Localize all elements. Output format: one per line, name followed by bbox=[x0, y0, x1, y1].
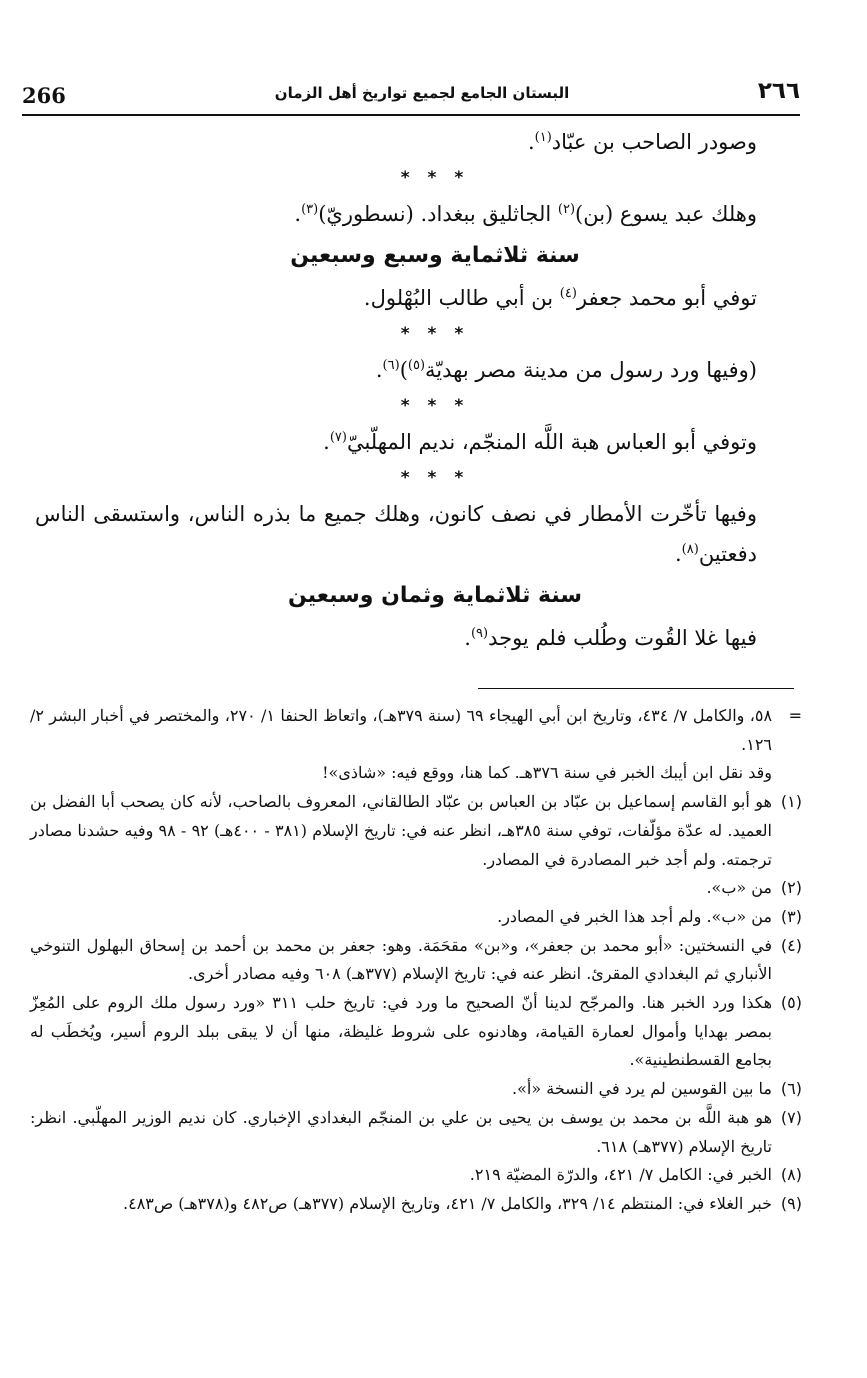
footnote-marker: (٨) bbox=[780, 1165, 802, 1185]
section-heading: سنة ثلاثماية وسبع وسبعين bbox=[290, 243, 580, 268]
footnote-ref: (٧) bbox=[329, 430, 347, 445]
footnote-marker: (٢) bbox=[780, 878, 802, 898]
text-run: . bbox=[674, 542, 682, 566]
footnote-text: في النسختين: «أبو محمد بن جعفر»، و«بن» مقحَمَة. وهو: جعفر بن محمد بن أحمد بن إسحاق البهلول التنوخي الأنباري ثم البغدادي المقرئ. انظر عنه في: تاريخ الإسلام (٣٧٧هـ) ٦٠٨ وفيه مصادر أخرى. bbox=[30, 935, 772, 984]
footnote-rule bbox=[478, 688, 794, 689]
page-number-latin: 266 bbox=[22, 83, 66, 108]
footnote-ref: (٢) bbox=[557, 202, 576, 217]
footnote-text: هكذا ورد الخبر هنا. والمرجّح لدينا أنّ الصحيح ما ورد في: تاريخ حلب ٣١١ «ورد رسول ملك الروم على المُعِزّ بمصر بهدايا وأموال لعمارة القيامة، وهادنوه على شروط غليظة، منها أن لا يبقى ببلد الروم أسير، ويُخطَب له بجامع القسطنطينية». bbox=[30, 993, 773, 1070]
footnote-ref: (٩) bbox=[470, 626, 489, 641]
footnote-marker: (٦) bbox=[780, 1079, 802, 1099]
footnote-continuation bbox=[30, 702, 802, 759]
footnote-text: الخبر في: الكامل ٧/ ٤٢١، والدرّة المضيّة ٢١٩. bbox=[469, 1165, 772, 1185]
separator-stars: * * * bbox=[400, 396, 470, 416]
paragraph bbox=[35, 422, 795, 462]
footnote bbox=[30, 932, 802, 989]
text-run: . bbox=[375, 358, 383, 382]
section-heading: سنة ثلاثماية وثمان وسبعين bbox=[288, 583, 582, 608]
footnote-ref: (٨) bbox=[681, 542, 699, 557]
text-run: (وفيها ورد رسول من مدينة مصر بهديّة bbox=[425, 358, 757, 382]
text-run: وهلك عبد يسوع (بن) bbox=[575, 202, 757, 226]
text-run: توفي أبو محمد جعفر bbox=[576, 286, 757, 310]
footnote bbox=[30, 788, 802, 874]
footnote-text: ما بين القوسين لم يرد في النسخة «أ». bbox=[512, 1079, 772, 1099]
running-title: البستان الجامع لجميع تواريخ أهل الزمان bbox=[274, 84, 570, 102]
footnote-ref: (١) bbox=[534, 130, 552, 145]
footnote bbox=[30, 874, 802, 903]
footnote-marker: (١) bbox=[780, 792, 802, 812]
header-rule bbox=[22, 114, 800, 116]
footnote-ref: (٥) bbox=[407, 358, 426, 373]
footnote-marker: (٧) bbox=[780, 1107, 802, 1127]
main-text bbox=[35, 122, 795, 658]
text-run: . bbox=[294, 202, 302, 226]
text-run: . bbox=[464, 626, 471, 650]
separator-stars: * * * bbox=[400, 468, 470, 488]
footnote-text: من «ب». ولم أجد هذا الخبر في المصادر. bbox=[497, 906, 772, 926]
text-run: وتوفي أبو العباس هبة اللَّه المنجّم، نديم المهلّبيّ bbox=[346, 430, 757, 454]
footnote-ref: (٣) bbox=[301, 202, 319, 217]
footnote-ref: (٦) bbox=[382, 358, 400, 373]
text-run: ) bbox=[399, 358, 408, 382]
footnote-text: هو هبة اللَّه بن محمد بن يوسف بن يحيى بن علي بن المنجّم البغدادي الإخباري. كان نديم الوزير المهلّبي. انظر: تاريخ الإسلام (٣٧٧هـ) ٦١٨. bbox=[30, 1107, 772, 1156]
footnote-marker: = bbox=[788, 706, 802, 725]
paragraph bbox=[35, 494, 795, 574]
footnote-marker: (٩) bbox=[780, 1193, 802, 1213]
text-run: فيها غلا القُوت وطُلب فلم يوجد bbox=[488, 626, 757, 650]
footnote-text: ٥٨، والكامل ٧/ ٤٣٤، وتاريخ ابن أبي الهيجاء ٦٩ (سنة ٣٧٩هـ)، واتعاظ الحنفا ١/ ٢٧٠، والمختصر في أخبار البشر ٢/ ١٢٦. bbox=[30, 706, 773, 754]
text-run: وفيها تأخّرت الأمطار في نصف كانون، وهلك جميع ما بذره الناس، واستسقى الناس دفعتين bbox=[35, 502, 757, 566]
footnote-marker: (٣) bbox=[780, 906, 802, 926]
footnote bbox=[30, 1104, 802, 1161]
paragraph bbox=[35, 122, 795, 162]
text-run: . bbox=[323, 430, 330, 454]
footnote bbox=[30, 1075, 802, 1104]
footnote bbox=[30, 1190, 802, 1219]
separator-stars: * * * bbox=[400, 168, 470, 188]
paragraph bbox=[35, 278, 795, 318]
text-run: . bbox=[527, 130, 535, 154]
page-header bbox=[22, 80, 800, 110]
footnotes bbox=[30, 702, 802, 1219]
page-number-arabic: ٢٦٦ bbox=[757, 78, 800, 104]
separator-stars: * * * bbox=[400, 324, 470, 344]
paragraph bbox=[35, 618, 795, 658]
paragraph bbox=[35, 194, 795, 234]
footnote bbox=[30, 903, 802, 932]
footnote-text: وقد نقل ابن أيبك الخبر في سنة ٣٧٦هـ. كما هنا، ووقع فيه: «شاذى»! bbox=[322, 763, 772, 783]
text-run: بن أبي طالب البُهْلول. bbox=[363, 286, 560, 310]
footnote-text: خبر الغلاء في: المنتظم ١٤/ ٣٢٩، والكامل ٧/ ٤٢١، وتاريخ الإسلام (٣٧٧هـ) ص٤٨٢ و(٣٧٨هـ) ص٤٨٣. bbox=[123, 1193, 772, 1213]
footnote bbox=[30, 1161, 802, 1190]
paragraph bbox=[35, 350, 795, 390]
footnote-text: هو أبو القاسم إسماعيل بن عبّاد بن العباس بن عبّاد الطالقاني، المعروف بالصاحب، لأنه كان يصحب أبا الفضل بن العميد. له عدّة مؤلّفات، توفي سنة ٣٨٥هـ، انظر عنه في: تاريخ الإسلام (٣٨١ - ٤٠٠هـ) ٩٢ - ٩٨ وفيه حشدنا مصادر ترجمته. ولم أجد خبر المصادرة في المصادر. bbox=[30, 792, 772, 869]
footnote bbox=[30, 989, 802, 1075]
footnote-ref: (٤) bbox=[559, 286, 577, 301]
footnote-marker: (٥) bbox=[780, 993, 802, 1013]
footnote-text: من «ب». bbox=[706, 878, 772, 898]
footnote-marker: (٤) bbox=[780, 935, 802, 955]
text-run: وصودر الصاحب بن عبّاد bbox=[551, 130, 757, 154]
text-run: الجاثليق ببغداد. (نسطوريّ) bbox=[318, 202, 558, 226]
